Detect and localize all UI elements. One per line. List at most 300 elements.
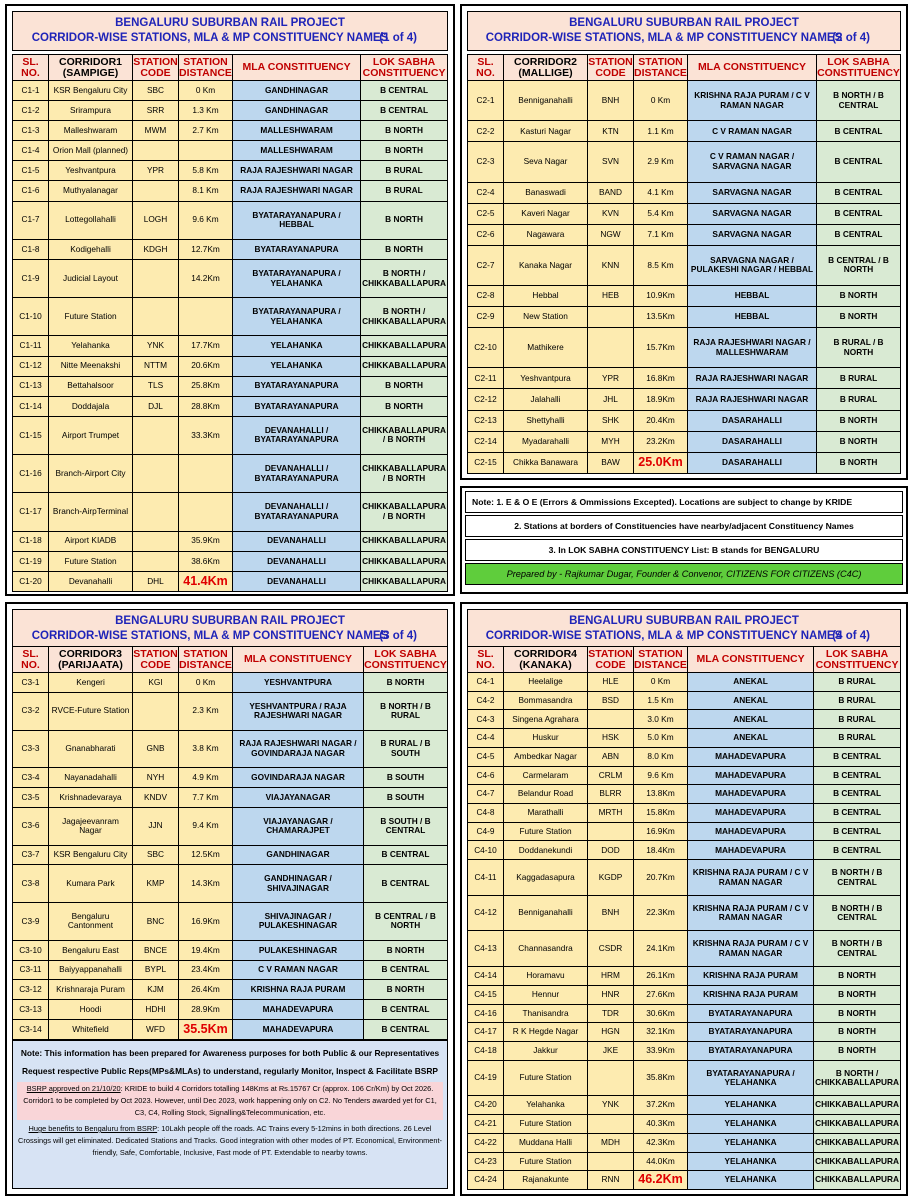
station-name: New Station xyxy=(504,307,588,328)
loksabha-constituency: B CENTRAL xyxy=(817,121,901,142)
sl-no: C2-13 xyxy=(468,410,504,431)
station-code: KTN xyxy=(588,121,634,142)
station-name: Kasturi Nagar xyxy=(504,121,588,142)
sl-no: C4-19 xyxy=(468,1060,504,1096)
station-distance: 33.9Km xyxy=(634,1041,688,1060)
table-row xyxy=(468,328,901,368)
station-name: Judicial Layout xyxy=(49,259,133,297)
station-code xyxy=(133,181,179,201)
distance-header: STATION DISTANCE xyxy=(179,55,232,79)
loksabha-header: LOK SABHA CONSTITUENCY xyxy=(814,647,901,673)
mla-constituency: BYATARAYANAPURA xyxy=(233,239,361,259)
table-row xyxy=(13,768,448,788)
station-code: KGI xyxy=(133,673,179,693)
mla-constituency: YELAHANKA xyxy=(688,1171,814,1190)
sl-header: SL. NO. xyxy=(13,647,49,673)
station-name: Rajanakunte xyxy=(504,1171,588,1190)
sl-no: C3-13 xyxy=(13,1000,49,1020)
station-name: Future Station xyxy=(504,822,588,841)
station-name: Future Station xyxy=(504,1152,588,1171)
sl-no: C4-17 xyxy=(468,1023,504,1042)
loksabha-constituency: B NORTH xyxy=(361,141,448,161)
sl-no: C4-1 xyxy=(468,673,504,692)
loksabha-constituency: CHIKKABALLAPURA xyxy=(814,1171,901,1190)
sl-no: C1-15 xyxy=(13,416,49,454)
table-row xyxy=(468,967,901,986)
note-3: 3. In LOK SABHA CONSTITUENCY List: B stands for BENGALURU xyxy=(465,539,903,561)
station-code xyxy=(588,710,634,729)
distance-header: STATION DISTANCE xyxy=(634,647,687,671)
table-row xyxy=(13,493,448,531)
station-distance: 2.3 Km xyxy=(179,692,233,730)
mla-constituency: HEBBAL xyxy=(688,307,817,328)
title-line2: CORRIDOR-WISE STATIONS, MLA & MP CONSTITUENCY NAMES xyxy=(31,32,389,44)
loksabha-constituency: CHIKKABALLAPURA xyxy=(361,336,448,356)
station-distance: 8.1 Km xyxy=(179,181,233,201)
station-code xyxy=(588,1060,634,1096)
sl-no: C1-1 xyxy=(13,81,49,101)
awareness-note xyxy=(12,1040,448,1189)
mla-header: MLA CONSTITUENCY xyxy=(688,647,814,673)
page-indicator: (3 of 4) xyxy=(379,630,417,642)
loksabha-header: LOK SABHA CONSTITUENCY xyxy=(817,55,900,79)
table-row xyxy=(468,710,901,729)
table-row xyxy=(13,571,448,591)
station-name: Airport Trumpet xyxy=(49,416,133,454)
credit-line: Prepared by - Rajkumar Dugar, Founder & Convenor, CITIZENS FOR CITIZENS (C4C) xyxy=(465,563,903,585)
table-row xyxy=(468,121,901,142)
sl-no: C3-7 xyxy=(13,845,49,865)
code-header: STATION CODE xyxy=(133,647,178,671)
loksabha-constituency: B NORTH xyxy=(364,673,448,693)
station-code: YPR xyxy=(588,368,634,389)
station-name: Hennur xyxy=(504,985,588,1004)
approval-text: : KRIDE to build 4 Corridors totalling 148Kms at Rs.15767 Cr (approx. 106 Cr/Km) by Oct 2026. Corridor1 to be completed by Oct 2023. However, until Dec 2023, work happening only on C2. No Tenders awarded yet for C1, C3, C4, Rolling Stock, Signalling&Telecommunication, etc. xyxy=(23,1084,437,1117)
station-name: RVCE-Future Station xyxy=(49,692,133,730)
table-row xyxy=(13,1000,448,1020)
station-code: KJM xyxy=(133,980,179,1000)
loksabha-constituency: B CENTRAL / B NORTH xyxy=(364,903,448,941)
station-code: BNH xyxy=(588,81,634,121)
station-distance: 18.4Km xyxy=(634,841,688,860)
mla-header: MLA CONSTITUENCY xyxy=(233,647,364,673)
sl-no: C3-3 xyxy=(13,730,49,768)
code-header: STATION CODE xyxy=(588,55,633,79)
loksabha-header: LOK SABHA CONSTITUENCY xyxy=(361,55,448,81)
table-row xyxy=(13,455,448,493)
station-name: Future Station xyxy=(504,1060,588,1096)
station-code: KNN xyxy=(588,245,634,285)
table-row xyxy=(468,1133,901,1152)
loksabha-constituency: B NORTH xyxy=(364,940,448,960)
station-name: Mathikere xyxy=(504,328,588,368)
table-row xyxy=(13,940,448,960)
sl-no: C2-2 xyxy=(468,121,504,142)
station-code: HDHI xyxy=(133,1000,179,1020)
table-row xyxy=(468,389,901,410)
table-row xyxy=(468,747,901,766)
loksabha-constituency: B SOUTH / B CENTRAL xyxy=(364,807,448,845)
station-name: Doddajala xyxy=(49,396,133,416)
station-code: HGN xyxy=(588,1023,634,1042)
sl-no: C3-2 xyxy=(13,692,49,730)
sl-header: SL. NO. xyxy=(468,647,504,673)
sl-no: C4-4 xyxy=(468,729,504,748)
station-code: HLE xyxy=(588,673,634,692)
corridor-header: CORRIDOR3 (PARIJAATA) xyxy=(49,647,133,673)
station-name: Bengaluru Cantonment xyxy=(49,903,133,941)
sl-no: C2-3 xyxy=(468,142,504,182)
station-distance: 22.3Km xyxy=(634,895,688,931)
table-row xyxy=(13,376,448,396)
loksabha-constituency: B NORTH xyxy=(364,980,448,1000)
distance-header: STATION DISTANCE xyxy=(179,647,232,671)
station-code: JJN xyxy=(133,807,179,845)
station-name: Devanahalli xyxy=(49,571,133,591)
loksabha-constituency: B SOUTH xyxy=(364,788,448,808)
sl-no: C1-10 xyxy=(13,298,49,336)
mla-constituency: DEVANAHALLI / BYATARAYANAPURA xyxy=(233,455,361,493)
station-name: Whitefield xyxy=(49,1020,133,1040)
station-code: YPR xyxy=(133,161,179,181)
loksabha-constituency: CHIKKABALLAPURA xyxy=(361,551,448,571)
station-code xyxy=(588,822,634,841)
station-name: R K Hegde Nagar xyxy=(504,1023,588,1042)
mla-constituency: GANDHINAGAR xyxy=(233,845,364,865)
station-code: SBC xyxy=(133,845,179,865)
mla-constituency: YELAHANKA xyxy=(233,356,361,376)
mla-constituency: MAHADEVAPURA xyxy=(688,747,814,766)
sl-no: C3-14 xyxy=(13,1020,49,1040)
station-distance: 16.9Km xyxy=(634,822,688,841)
mla-constituency: YESHVANTPURA xyxy=(233,673,364,693)
table-row xyxy=(468,1152,901,1171)
table-row xyxy=(13,181,448,201)
station-distance: 5.8 Km xyxy=(179,161,233,181)
station-name: Benniganahalli xyxy=(504,895,588,931)
sl-header: SL. NO. xyxy=(468,55,504,81)
station-distance: 35.9Km xyxy=(179,531,233,551)
station-name: Yelahanka xyxy=(49,336,133,356)
station-code: BSD xyxy=(588,691,634,710)
table-row xyxy=(13,239,448,259)
sl-no: C1-18 xyxy=(13,531,49,551)
title-line1: BENGALURU SUBURBAN RAIL PROJECT xyxy=(569,615,799,627)
station-code xyxy=(133,531,179,551)
mla-constituency: DASARAHALLI xyxy=(688,452,817,473)
station-distance: 9.6 Km xyxy=(179,201,233,239)
mla-constituency: GANDHINAGAR xyxy=(233,101,361,121)
sl-no: C3-5 xyxy=(13,788,49,808)
mla-constituency: GOVINDARAJA NAGAR xyxy=(233,768,364,788)
sl-no: C1-16 xyxy=(13,455,49,493)
mla-constituency: DEVANAHALLI / BYATARAYANAPURA xyxy=(233,493,361,531)
station-distance: 19.4Km xyxy=(179,940,233,960)
loksabha-constituency: B NORTH xyxy=(817,410,901,431)
approval-note xyxy=(17,1082,443,1120)
sl-no: C1-5 xyxy=(13,161,49,181)
mla-constituency: YELAHANKA xyxy=(688,1096,814,1115)
station-distance: 12.7Km xyxy=(179,239,233,259)
station-name: Bengaluru East xyxy=(49,940,133,960)
station-distance: 42.3Km xyxy=(634,1133,688,1152)
station-code: MDH xyxy=(588,1133,634,1152)
station-code: KDGH xyxy=(133,239,179,259)
table-row xyxy=(13,551,448,571)
sl-no: C4-20 xyxy=(468,1096,504,1115)
station-code xyxy=(588,307,634,328)
sl-no: C1-2 xyxy=(13,101,49,121)
station-code: SHK xyxy=(588,410,634,431)
table-header-row xyxy=(13,647,448,673)
station-distance xyxy=(179,455,233,493)
station-name: Yelahanka xyxy=(504,1096,588,1115)
loksabha-constituency: B NORTH / CHIKKABALLAPURA xyxy=(814,1060,901,1096)
station-distance: 4.9 Km xyxy=(179,768,233,788)
station-code: HNR xyxy=(588,985,634,1004)
station-code: HRM xyxy=(588,967,634,986)
station-code: BAW xyxy=(588,452,634,473)
table-row xyxy=(468,1096,901,1115)
station-distance: 25.0Km xyxy=(634,452,688,473)
table-row xyxy=(13,980,448,1000)
station-code: GNB xyxy=(133,730,179,768)
mla-constituency: BYATARAYANAPURA xyxy=(688,1041,814,1060)
table-row xyxy=(13,161,448,181)
table-row xyxy=(468,182,901,203)
station-distance: 13.5Km xyxy=(634,307,688,328)
station-code: YNK xyxy=(588,1096,634,1115)
mla-constituency: MAHADEVAPURA xyxy=(233,1000,364,1020)
table-row xyxy=(468,203,901,224)
mla-constituency: KRISHNA RAJA PURAM / C V RAMAN NAGAR xyxy=(688,81,817,121)
loksabha-constituency: B CENTRAL xyxy=(364,1000,448,1020)
loksabha-constituency: CHIKKABALLAPURA xyxy=(361,571,448,591)
station-code: BNC xyxy=(133,903,179,941)
station-code: KGDP xyxy=(588,860,634,896)
sl-no: C4-7 xyxy=(468,785,504,804)
station-distance: 7.1 Km xyxy=(634,224,688,245)
loksabha-constituency: B RURAL xyxy=(361,181,448,201)
station-name: Bettahalsoor xyxy=(49,376,133,396)
table-row xyxy=(468,1115,901,1134)
table-header-row xyxy=(13,55,448,81)
mla-constituency: KRISHNA RAJA PURAM / C V RAMAN NAGAR xyxy=(688,860,814,896)
table-row xyxy=(468,841,901,860)
sl-no: C4-21 xyxy=(468,1115,504,1134)
panel-title xyxy=(467,609,901,649)
sl-no: C4-5 xyxy=(468,747,504,766)
mla-constituency: VIAJAYANAGAR xyxy=(233,788,364,808)
sl-no: C1-3 xyxy=(13,121,49,141)
station-name: Yeshvantpura xyxy=(49,161,133,181)
sl-no: C1-6 xyxy=(13,181,49,201)
loksabha-constituency: B NORTH / B CENTRAL xyxy=(814,895,901,931)
sl-no: C4-15 xyxy=(468,985,504,1004)
loksabha-constituency: B NORTH xyxy=(361,201,448,239)
benefits-link[interactable]: Huge benefits to Bengaluru from BSRP xyxy=(28,1124,158,1133)
corridor2-panel xyxy=(460,4,908,480)
loksabha-constituency: B CENTRAL xyxy=(361,81,448,101)
station-distance: 9.6 Km xyxy=(634,766,688,785)
loksabha-constituency: B RURAL / B NORTH xyxy=(817,328,901,368)
station-name: Kanaka Nagar xyxy=(504,245,588,285)
station-distance: 18.9Km xyxy=(634,389,688,410)
station-distance: 20.6Km xyxy=(179,356,233,376)
station-distance: 10.9Km xyxy=(634,285,688,306)
loksabha-constituency: B CENTRAL xyxy=(361,101,448,121)
mla-constituency: ANEKAL xyxy=(688,691,814,710)
mla-constituency: YELAHANKA xyxy=(688,1152,814,1171)
mla-constituency: DASARAHALLI xyxy=(688,431,817,452)
mla-constituency: GANDHINAGAR / SHIVAJINAGAR xyxy=(233,865,364,903)
table-row xyxy=(13,201,448,239)
station-code xyxy=(133,692,179,730)
loksabha-constituency: CHIKKABALLAPURA / B NORTH xyxy=(361,416,448,454)
table-row xyxy=(13,673,448,693)
station-distance: 44.0Km xyxy=(634,1152,688,1171)
mla-constituency: BYATARAYANAPURA xyxy=(688,1023,814,1042)
table-row xyxy=(468,1041,901,1060)
loksabha-constituency: B CENTRAL xyxy=(817,142,901,182)
station-name: Gnanabharati xyxy=(49,730,133,768)
station-distance: 46.2Km xyxy=(634,1171,688,1190)
title-line2: CORRIDOR-WISE STATIONS, MLA & MP CONSTITUENCY NAMES xyxy=(485,630,843,642)
table-row xyxy=(13,141,448,161)
station-distance: 9.4 Km xyxy=(179,807,233,845)
sl-no: C1-9 xyxy=(13,259,49,297)
loksabha-constituency: B RURAL / B SOUTH xyxy=(364,730,448,768)
table-row xyxy=(13,807,448,845)
mla-constituency: BYATARAYANAPURA xyxy=(233,376,361,396)
loksabha-constituency: B RURAL xyxy=(814,673,901,692)
sl-no: C3-1 xyxy=(13,673,49,693)
station-distance: 8.5 Km xyxy=(634,245,688,285)
station-code: MWM xyxy=(133,121,179,141)
loksabha-constituency: B CENTRAL xyxy=(814,747,901,766)
station-distance: 26.4Km xyxy=(179,980,233,1000)
station-distance: 40.3Km xyxy=(634,1115,688,1134)
station-name: Marathalli xyxy=(504,804,588,823)
station-name: Malleshwaram xyxy=(49,121,133,141)
sl-no: C2-7 xyxy=(468,245,504,285)
station-distance: 3.0 Km xyxy=(634,710,688,729)
sl-no: C1-7 xyxy=(13,201,49,239)
sl-no: C3-6 xyxy=(13,807,49,845)
station-code: TLS xyxy=(133,376,179,396)
loksabha-constituency: B NORTH xyxy=(817,452,901,473)
table-row xyxy=(468,1060,901,1096)
sl-no: C4-10 xyxy=(468,841,504,860)
table-row xyxy=(468,785,901,804)
loksabha-constituency: B CENTRAL xyxy=(817,203,901,224)
awareness-line1: Note: This information has been prepared for Awareness purposes for both Public & our Representatives xyxy=(20,1048,440,1058)
loksabha-constituency: B NORTH xyxy=(361,239,448,259)
sl-no: C3-8 xyxy=(13,865,49,903)
sl-no: C4-8 xyxy=(468,804,504,823)
station-distance: 28.9Km xyxy=(179,1000,233,1020)
mla-constituency: RAJA RAJESHWARI NAGAR xyxy=(233,181,361,201)
mla-constituency: RAJA RAJESHWARI NAGAR / GOVINDARAJA NAGAR xyxy=(233,730,364,768)
station-name: Shettyhalli xyxy=(504,410,588,431)
loksabha-constituency: B NORTH xyxy=(814,1041,901,1060)
station-code xyxy=(133,416,179,454)
table-row xyxy=(13,336,448,356)
loksabha-constituency: B NORTH xyxy=(817,431,901,452)
mla-constituency: MAHADEVAPURA xyxy=(233,1020,364,1040)
title-line2: CORRIDOR-WISE STATIONS, MLA & MP CONSTITUENCY NAMES xyxy=(31,630,389,642)
sl-no: C2-1 xyxy=(468,81,504,121)
corridor-header: CORRIDOR4 (KANAKA) xyxy=(504,647,588,673)
sl-no: C4-22 xyxy=(468,1133,504,1152)
station-code: MYH xyxy=(588,431,634,452)
sl-no: C4-3 xyxy=(468,710,504,729)
loksabha-constituency: B NORTH / B RURAL xyxy=(364,692,448,730)
loksabha-constituency: B RURAL xyxy=(817,368,901,389)
sl-no: C1-11 xyxy=(13,336,49,356)
station-distance: 20.4Km xyxy=(634,410,688,431)
loksabha-constituency: CHIKKABALLAPURA xyxy=(814,1133,901,1152)
loksabha-constituency: B CENTRAL xyxy=(814,841,901,860)
mla-constituency: GANDHINAGAR xyxy=(233,81,361,101)
loksabha-constituency: B CENTRAL xyxy=(364,1020,448,1040)
loksabha-constituency: B CENTRAL xyxy=(814,822,901,841)
loksabha-constituency: CHIKKABALLAPURA xyxy=(814,1096,901,1115)
station-name: Banaswadi xyxy=(504,182,588,203)
station-name: Srirampura xyxy=(49,101,133,121)
station-code xyxy=(133,141,179,161)
sl-no: C3-12 xyxy=(13,980,49,1000)
station-name: Lottegollahalli xyxy=(49,201,133,239)
loksabha-constituency: B CENTRAL xyxy=(364,845,448,865)
station-code: KNDV xyxy=(133,788,179,808)
code-header: STATION CODE xyxy=(133,55,178,79)
approval-link[interactable]: BSRP approved on 21/10/20 xyxy=(26,1084,121,1093)
station-code: CSDR xyxy=(588,931,634,967)
loksabha-constituency: B NORTH xyxy=(814,1023,901,1042)
table-row xyxy=(468,804,901,823)
loksabha-constituency: B NORTH xyxy=(817,285,901,306)
station-name: Seva Nagar xyxy=(504,142,588,182)
loksabha-constituency: B RURAL xyxy=(817,389,901,410)
station-distance: 16.9Km xyxy=(179,903,233,941)
sl-no: C2-9 xyxy=(468,307,504,328)
station-distance: 13.8Km xyxy=(634,785,688,804)
benefits-text: : 10Lakh people off the roads. AC Trains every 5-12mins in both directions. 26 Level Crossings will get eliminated. Dedicated Stations and Tracks. Good integration with other modes of PT. Economical, Environment-friendly, Safe, Comfortable, Inclusive, Fast mode of PT. Extendable to nearby towns. xyxy=(18,1124,442,1157)
corridor-header: CORRIDOR1 (SAMPIGE) xyxy=(49,55,133,81)
table-row xyxy=(468,766,901,785)
station-name: Nagawara xyxy=(504,224,588,245)
mla-constituency: BYATARAYANAPURA xyxy=(233,396,361,416)
station-name: KSR Bengaluru City xyxy=(49,81,133,101)
mla-constituency: SARVAGNA NAGAR xyxy=(688,203,817,224)
loksabha-constituency: B NORTH / CHIKKABALLAPURA xyxy=(361,298,448,336)
corridor4-table xyxy=(467,646,901,1190)
station-distance: 0 Km xyxy=(179,81,233,101)
station-distance: 38.6Km xyxy=(179,551,233,571)
station-name: Myadarahalli xyxy=(504,431,588,452)
table-row xyxy=(13,121,448,141)
sl-no: C2-6 xyxy=(468,224,504,245)
table-row xyxy=(13,865,448,903)
mla-constituency: DASARAHALLI xyxy=(688,410,817,431)
mla-constituency: ANEKAL xyxy=(688,710,814,729)
table-row xyxy=(468,245,901,285)
station-distance: 0 Km xyxy=(634,673,688,692)
station-code xyxy=(133,493,179,531)
mla-constituency: DEVANAHALLI xyxy=(233,531,361,551)
station-name: Thanisandra xyxy=(504,1004,588,1023)
